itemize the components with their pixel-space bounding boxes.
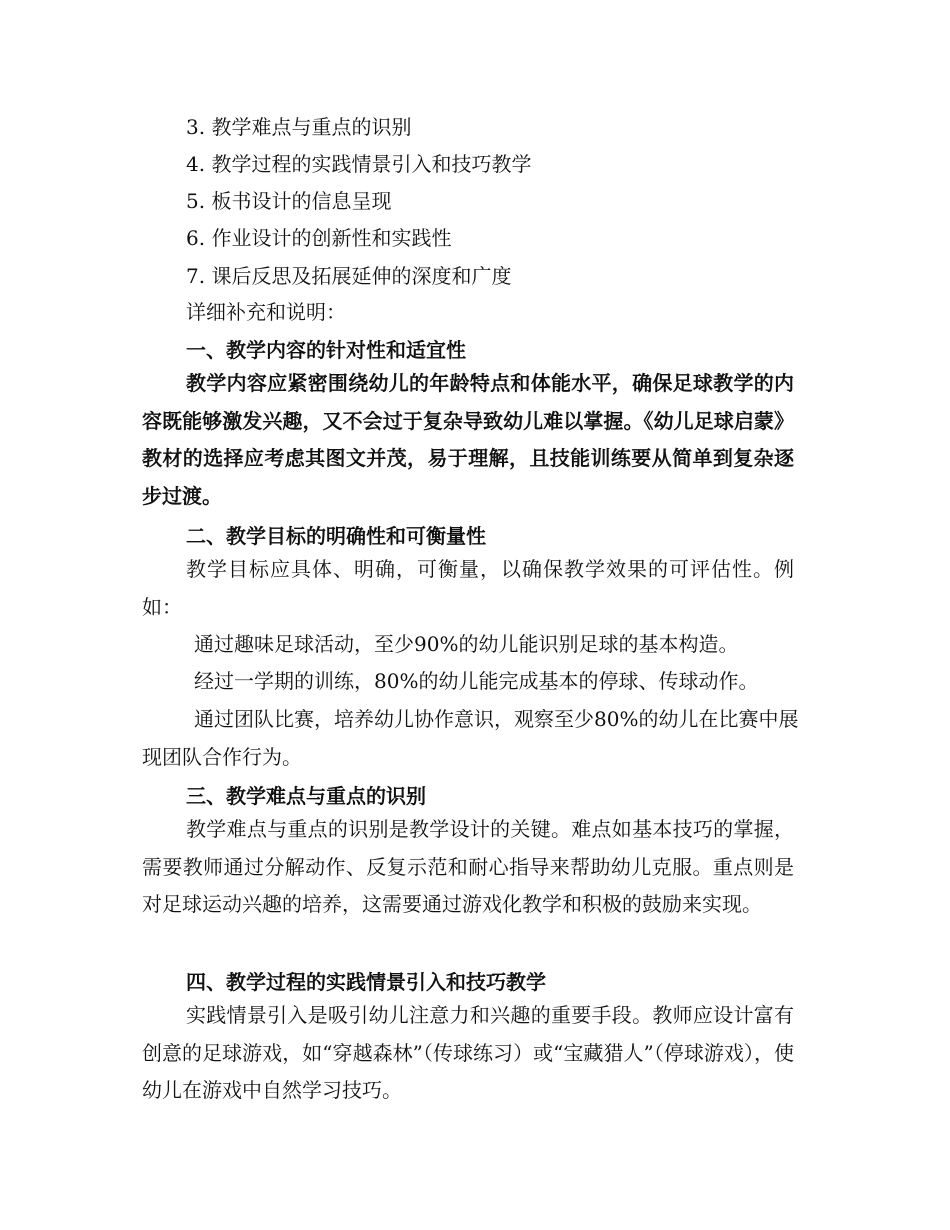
list-item: 7. 课后反思及拓展延伸的深度和广度 bbox=[186, 264, 512, 288]
example-item: 通过趣味足球活动，至少90%的幼儿能识别足球的基本构造。 bbox=[194, 632, 739, 656]
supplement-label: 详细补充和说明： bbox=[186, 300, 346, 324]
list-item: 4. 教学过程的实践情景引入和技巧教学 bbox=[186, 152, 532, 176]
list-item: 5. 板书设计的信息呈现 bbox=[186, 189, 392, 213]
list-item: 6. 作业设计的创新性和实践性 bbox=[186, 226, 452, 250]
section-body: 教学难点与重点的识别是教学设计的关键。难点如基本技巧的掌握，需要教师通过分解动作、反复示范和耐心指导来帮助幼儿克服。重点则是对足球运动兴趣的培养，这需要通过游戏化教学和积极的鼓励来实现。 bbox=[142, 817, 794, 916]
section-heading: 四、教学过程的实践情景引入和技巧教学 bbox=[186, 970, 546, 994]
list-item: 3. 教学难点与重点的识别 bbox=[186, 115, 412, 139]
section-heading: 三、教学难点与重点的识别 bbox=[186, 784, 426, 808]
example-item: 通过团队比赛，培养幼儿协作意识，观察至少80%的幼儿在比赛中展现团队合作行为。 bbox=[142, 707, 799, 769]
section-heading: 一、教学内容的针对性和适宜性 bbox=[186, 338, 466, 362]
section-heading: 二、教学目标的明确性和可衡量性 bbox=[186, 524, 486, 548]
section-body: 教学目标应具体、明确，可衡量，以确保教学效果的可评估性。例如： bbox=[142, 557, 794, 619]
section-body: 教学内容应紧密围绕幼儿的年龄特点和体能水平，确保足球教学的内容既能够激发兴趣，又不会过于复杂导致幼儿难以掌握。《幼儿足球启蒙》教材的选择应考虑其图文并茂，易于理解，且技能训练要从简单到复杂逐步过渡。 bbox=[142, 371, 794, 508]
section-body: 实践情景引入是吸引幼儿注意力和兴趣的重要手段。教师应设计富有创意的足球游戏，如“穿越森林”（传球练习）或“宝藏猎人”（停球游戏），使幼儿在游戏中自然学习技巧。 bbox=[142, 1003, 794, 1102]
example-item: 经过一学期的训练，80%的幼儿能完成基本的停球、传球动作。 bbox=[194, 669, 759, 693]
